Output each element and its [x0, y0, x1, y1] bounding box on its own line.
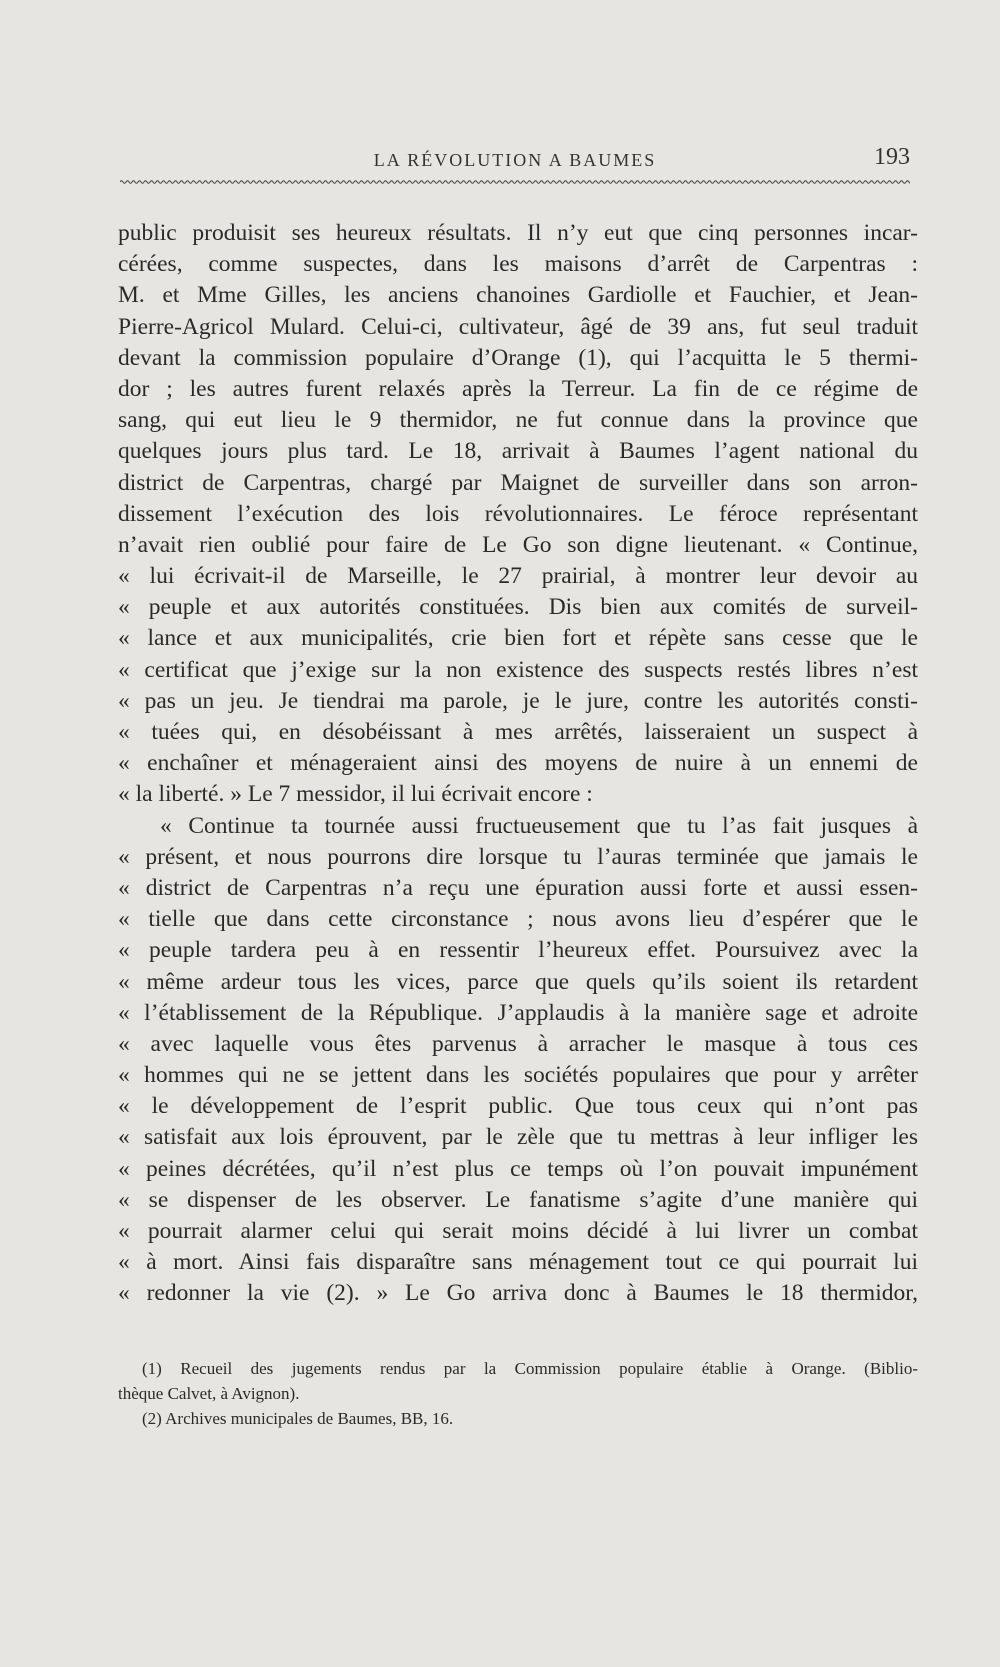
body-line: « l’établissement de la République. J’applaudis à la manière sage et adroite	[118, 999, 918, 1026]
body-line: n’avait rien oublié pour faire de Le Go son digne lieutenant. « Continue,	[118, 531, 918, 558]
body-line: district de Carpentras, chargé par Maignet de surveiller dans son arron-	[118, 469, 918, 496]
body-line: « district de Carpentras n’a reçu une épuration aussi forte et aussi essen-	[118, 874, 918, 901]
page-number: 193	[874, 144, 910, 170]
body-line: « tielle que dans cette circonstance ; nous avons lieu d’espérer que le	[118, 906, 918, 933]
body-line: « certificat que j’exige sur la non existence des suspects restés libres n’est	[118, 656, 918, 683]
footnote-line: thèque Calvet, à Avignon).	[118, 1384, 300, 1403]
body-line: « hommes qui ne se jettent dans les sociétés populaires que pour y arrêter	[118, 1062, 918, 1089]
running-head	[120, 140, 910, 180]
body-line: sang, qui eut lieu le 9 thermidor, ne fut connue dans la province que	[118, 407, 918, 434]
body-line: « peuple et aux autorités constituées. Dis bien aux comités de surveil-	[118, 594, 918, 621]
body-line: « Continue ta tournée aussi fructueusement que tu l’as fait jusques à	[160, 812, 918, 839]
body-line: « pourrait alarmer celui qui serait moins décidé à lui livrer un combat	[118, 1218, 918, 1244]
body-line: Pierre-Agricol Mulard. Celui-ci, cultivateur, âgé de 39 ans, fut seul traduit	[118, 313, 918, 340]
body-line: « présent, et nous pourrons dire lorsque tu l’auras terminée que jamais le	[118, 843, 918, 870]
body-line: public produisit ses heureux résultats. Il n’y eut que cinq personnes incar-	[118, 220, 918, 246]
body-line: « se dispenser de les observer. Le fanatisme s’agite d’une manière qui	[118, 1186, 918, 1213]
body-line: « peines décrétées, qu’il n’est plus ce temps où l’on pouvait impunément	[118, 1155, 918, 1182]
body-line: « lance et aux municipalités, crie bien fort et répète sans cesse que le	[118, 625, 918, 652]
body-line: « le développement de l’esprit public. Que tous ceux qui n’ont pas	[118, 1093, 918, 1120]
body-line: « pas un jeu. Je tiendrai ma parole, je le jure, contre les autorités consti-	[118, 687, 918, 714]
footnotes	[118, 1356, 918, 1431]
body-line: « lui écrivait-il de Marseille, le 27 prairial, à montrer leur devoir au	[118, 563, 918, 590]
body-line: « redonner la vie (2). » Le Go arriva donc à Baumes le 18 thermidor,	[118, 1280, 918, 1307]
body-line: devant la commission populaire d’Orange (1), qui l’acquitta le 5 thermi-	[118, 344, 918, 371]
body-line: quelques jours plus tard. Le 18, arrivait à Baumes l’agent national du	[118, 438, 918, 465]
wavy-rule	[120, 178, 910, 186]
body-line: dor ; les autres furent relaxés après la Terreur. La fin de ce régime de	[118, 375, 918, 402]
body-line: « à mort. Ainsi fais disparaître sans ménagement tout ce qui pourrait lui	[118, 1249, 918, 1276]
body-line: dissement l’exécution des lois révolutionnaires. Le féroce représentant	[118, 500, 918, 527]
body-line: « peuple tardera peu à en ressentir l’heureux effet. Poursuivez avec la	[118, 937, 918, 964]
body-line: M. et Mme Gilles, les anciens chanoines Gardiolle et Fauchier, et Jean-	[118, 282, 918, 309]
body-text	[118, 218, 918, 1310]
footnote-line: (2) Archives municipales de Baumes, BB, 16.	[142, 1409, 454, 1428]
running-title: LA RÉVOLUTION A BAUMES	[373, 150, 657, 170]
body-line: « satisfait aux lois éprouvent, par le zèle que tu mettras à leur infliger les	[118, 1124, 918, 1151]
body-line: « avec laquelle vous êtes parvenus à arracher le masque à tous ces	[118, 1030, 918, 1057]
body-line: cérées, comme suspectes, dans les maisons d’arrêt de Carpentras :	[118, 251, 918, 278]
wavy-rule-graphic	[120, 178, 910, 186]
body-line: « enchaîner et ménageraient ainsi des moyens de nuire à un ennemi de	[118, 750, 918, 777]
body-line: « tuées qui, en désobéissant à mes arrêtés, laisseraient un suspect à	[118, 719, 918, 745]
footnote-line: (1) Recueil des jugements rendus par la Commission populaire établie à Orange. (Biblio-	[142, 1359, 918, 1378]
body-line: « la liberté. » Le 7 messidor, il lui écrivait encore :	[118, 781, 593, 808]
body-line: « même ardeur tous les vices, parce que quels qu’ils soient ils retardent	[118, 968, 918, 995]
